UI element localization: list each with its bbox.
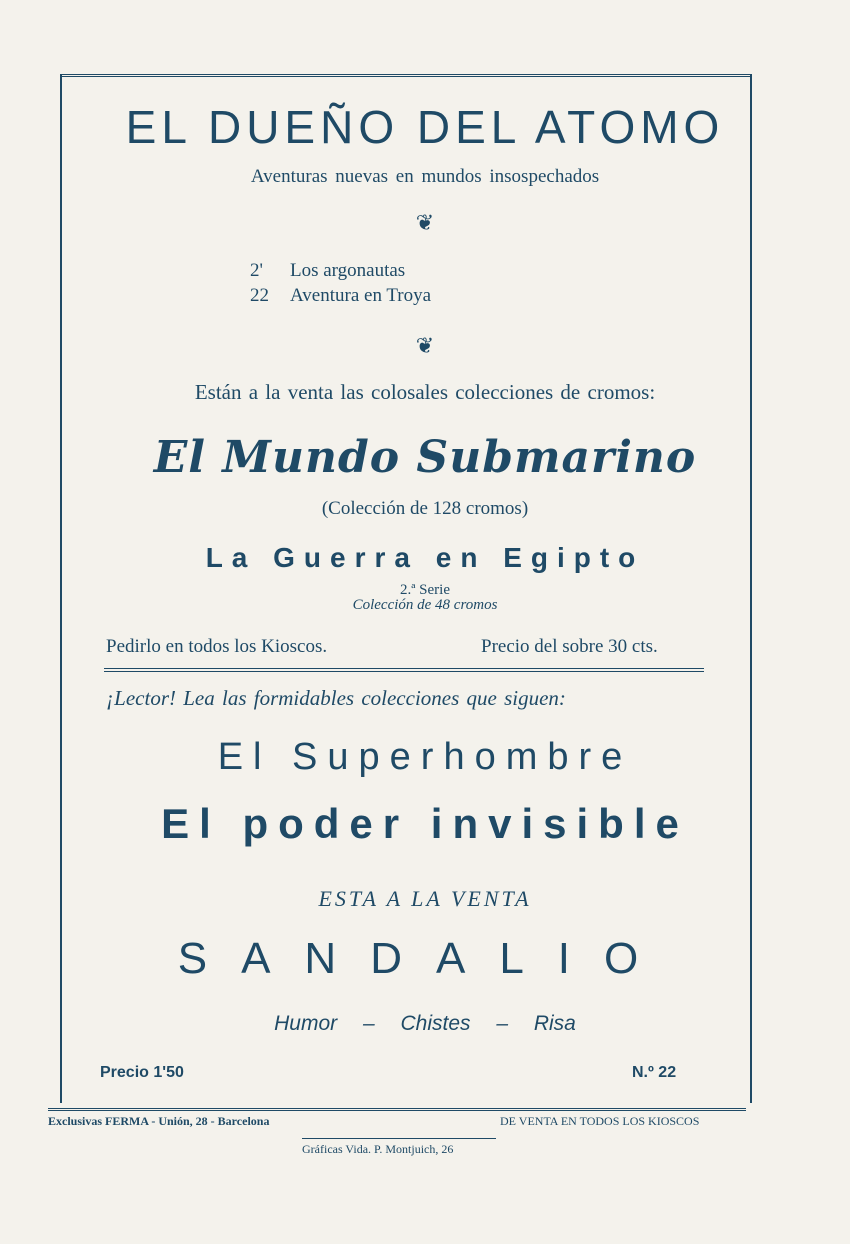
collection-title-egipto: La Guerra en Egipto xyxy=(205,542,645,573)
episode-item xyxy=(250,260,405,282)
episode-item xyxy=(250,285,431,307)
episode-number: 2' xyxy=(250,260,263,281)
top-rule xyxy=(60,74,752,77)
series-superhombre: El Superhombre xyxy=(217,736,633,778)
cover-price: Precio 1'50 xyxy=(100,1064,184,1081)
sale-label: ESTA A LA VENTA xyxy=(318,886,532,911)
bottom-rule xyxy=(48,1108,746,1111)
ornament-icon: ❦ xyxy=(415,210,435,235)
reader-intro: ¡Lector! Lea las formidables colecciones que siguen: xyxy=(106,686,566,710)
distributor-text: Exclusivas FERMA - Unión, 28 - Barcelona xyxy=(48,1114,270,1128)
printer-rule xyxy=(302,1138,496,1139)
collection-title-submarino: El Mundo Submarino xyxy=(153,432,697,483)
price-text: Precio del sobre 30 cts. xyxy=(481,636,658,657)
ornament-icon: ❦ xyxy=(415,333,435,358)
collection-series-egipto: 2.ª Serie xyxy=(400,582,450,598)
collection-note-submarino: (Colección de 128 cromos) xyxy=(321,498,529,519)
separator-rule xyxy=(104,668,704,672)
issue-number: N.º 22 xyxy=(632,1064,677,1081)
series-poder-invisible: El poder invisible xyxy=(161,800,689,847)
printer-text: Gráficas Vida. P. Montjuich, 26 xyxy=(302,1142,454,1156)
main-subtitle: Aventuras nuevas en mundos insospechados xyxy=(250,166,600,187)
sale-title: SANDALIO xyxy=(177,934,673,983)
sale-tags: Humor – Chistes – Risa xyxy=(274,1012,576,1035)
order-text: Pedirlo en todos los Kioscos. xyxy=(106,636,328,657)
episode-title: Aventura en Troya xyxy=(290,285,432,306)
cromos-intro: Están a la venta las colosales colecciones de cromos: xyxy=(194,380,656,404)
sale-note: DE VENTA EN TODOS LOS KIOSCOS xyxy=(500,1114,700,1128)
collection-note-egipto: Colección de 48 cromos xyxy=(352,597,498,613)
episode-title: Los argonautas xyxy=(290,260,406,281)
main-title: EL DUEÑO DEL ATOMO xyxy=(125,101,725,153)
episode-number: 22 xyxy=(250,285,269,306)
